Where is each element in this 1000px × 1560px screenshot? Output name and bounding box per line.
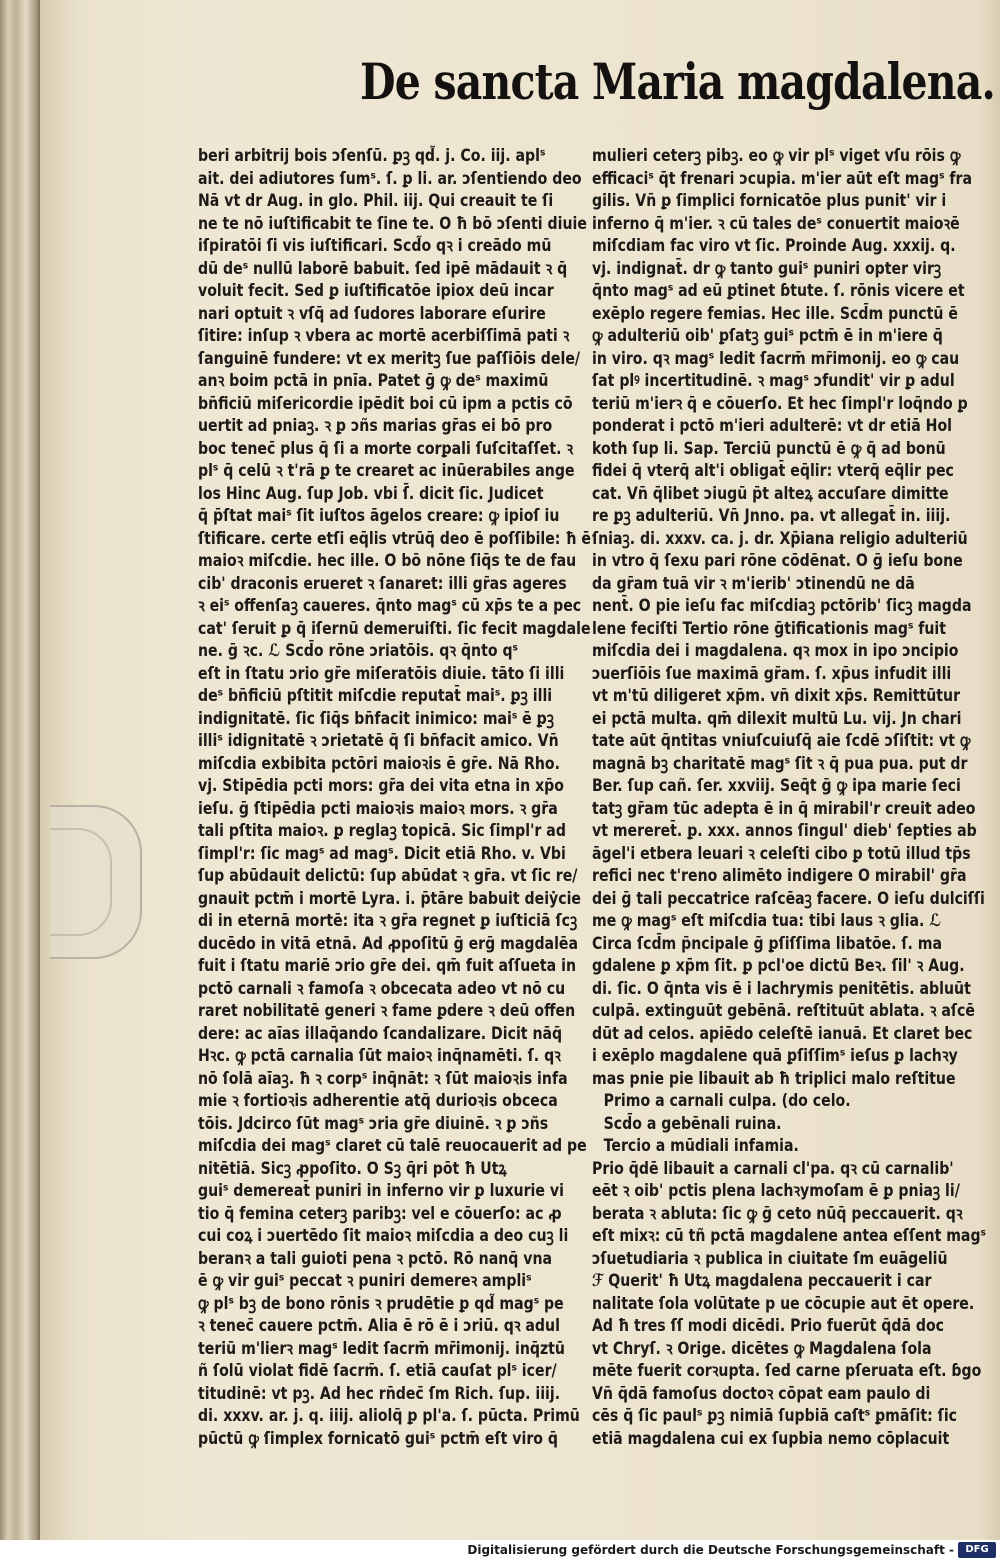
text-line: cat. Vn̄ q̄libet ɔiugū p̄t alteꝝ accuſare dimitte	[592, 483, 949, 504]
text-line: Scd̄o a gebēnali ruina.	[603, 1113, 782, 1134]
text-line: ſimpl'r: ſic magˢ ad magˢ. Dicit etiā Rho. v. Vbi	[198, 843, 566, 864]
text-line: tatꝫ gr̄am tūc adepta ē in q̄ mirabil'r creuit adeo	[592, 798, 976, 819]
text-line: beranꝛ a tali guioti pena ꝛ pctō. Rō nanq̄ vna	[198, 1248, 553, 1269]
text-line: tali pſtita maioꝛ. ꝑ reglaꝫ topicā. Sic ſimpl'r ad	[198, 821, 566, 841]
text-line: di. xxxv. ar. j. q. iiij. aliolq̄ ꝑ pl'a. ſ. pūcta. Primū	[198, 1406, 580, 1426]
text-line: cat' ſeruit ꝑ q̄ iſernū demeruiſti. ſic fecit magdale	[198, 618, 591, 639]
text-line: eſt in ſtatu ɔrio gr̄e miſeratōis diuie. tāto ſi illi	[198, 663, 565, 684]
text-line: gnauit pctm̄ i mortē Lyra. i. p̄tāre babuit deiẏcie	[198, 888, 582, 909]
text-line: ne te nō iuſtificabit te ſine te. O ħ bō ɔſenti diuie	[198, 213, 587, 234]
text-line: raret nobilitatē generi ꝛ fame ꝑdere ꝛ deū offen	[198, 1001, 576, 1021]
text-line: Nā vt dr Aug. in glo. Phil. iij. Qui creauit te ſi	[198, 191, 554, 211]
text-line: di in eternā mortē: ita ꝛ gr̄a regnet ꝑ iuſticiā ſcꝫ	[198, 911, 578, 931]
text-line: ſitire: inſup ꝛ vbera ac mortē acerbiſſimā pati ꝛ	[198, 326, 570, 346]
text-line: Prio q̄dē libauit a carnali cl'pa. qꝛ cū carnalib'	[592, 1158, 954, 1179]
page-heading: De sancta Maria magdalena.	[360, 52, 995, 111]
text-line: mie ꝛ fortioꝛis adherentie atq̄ durioꝛis obceca	[198, 1091, 558, 1111]
text-line: inferno q̄ m'ier. ꝛ cū tales deˢ conuertit maioꝛē	[592, 213, 960, 234]
text-line: ꝛ tenec̄ cauere pctm̄. Alia ē rō ē i ɔriū. qꝛ adul	[198, 1316, 560, 1336]
text-line: pūctū ꝙ ſimplex fornicatō guiˢ pctm̄ eſt viro q̄	[198, 1428, 558, 1449]
text-line: ſanguinē fundere: vt ex meritꝫ ſue paſſiōis dele/	[198, 348, 581, 369]
text-line: gdalene ꝑ xp̄m ſit. ꝑ pcl'oe dictū Beꝛ. ſil' ꝛ Aug.	[592, 956, 965, 976]
text-line: vt mereret̄. ꝑ. xxx. annos ſingul' dieb' ſepties ab	[592, 821, 977, 841]
text-line: ꝙ plˢ bꝫ de bono rōnis ꝛ prudētie ꝑ qd̃ magˢ pe	[198, 1293, 564, 1314]
text-line: etiā magdalena cui ex ſupbia nemo cōplacuit	[592, 1428, 950, 1449]
text-line: re ꝑꝫ adulteriū. Vn̄ Jnno. pa. vt allegat̄ in. iiij.	[592, 506, 951, 526]
text-line: vj. indignat̄. dr ꝙ tanto guiˢ puniri opter virꝫ	[592, 258, 942, 279]
text-line: culpā. extinguūt gebēnā. reſtituūt ablata. ꝛ aſcē	[592, 1001, 975, 1021]
text-line: tio q̄ femina ceterꝫ paribꝫ: vel e cōuerſo: ac ꝓ	[198, 1203, 562, 1224]
text-line: in viro. qꝛ magˢ ledit ſacrm̄ mr̄imonij. eo ꝙ cau	[592, 348, 960, 369]
text-line: magnā bꝫ charitatē magˢ ſit ꝛ q̄ pua pua. put dr	[592, 753, 968, 774]
text-line: ℱ Querit' ħ Utꝝ magdalena peccauerit i car	[592, 1271, 932, 1291]
text-line: miſcdia dei magˢ claret cū talē reuocauerit ad pe	[198, 1136, 587, 1156]
dfg-logo: DFG	[958, 1542, 996, 1558]
text-line: mas pnie pie libauit ab ħ triplici malo reſtitue	[592, 1068, 956, 1089]
text-line: cui coꝝ i ɔuertēdo ſit maioꝛ miſcdia a deo cuꝫ li	[198, 1226, 569, 1246]
text-line: dei ḡ tali peccatrice raſcēaꝫ facere. O ieſu dulciſſi	[592, 888, 985, 909]
book-binding-edge	[0, 0, 40, 1540]
text-line: dere: ac aīas illaq̄ando ſcandalizare. Dicit nāq̄	[198, 1023, 563, 1044]
text-line: cib' draconis erueret ꝛ ſanaret: illi gr̄as ageres	[198, 573, 567, 594]
text-line: maioꝛ miſcdie. hec ille. O bō nōne ſiq̄s te de fau	[198, 551, 577, 571]
text-line: nari optuit ꝛ vſq̄ ad ſudores laborare eſurire	[198, 303, 546, 324]
text-line: Primo a carnali culpa. (do celo.	[603, 1091, 851, 1111]
text-line: ait. dei adiutores ſumˢ. ſ. ꝑ li. ar. ɔſentiendo deo	[198, 168, 582, 189]
text-line: cēs q̄ ſic paulˢ ꝑꝫ nimiā ſupbiā caſtˢ ꝑmāſit: ſic	[592, 1406, 958, 1426]
text-line: miſcdia exbibita pctōri maioꝛis ē gr̄e. Nā Rho.	[198, 753, 560, 774]
text-line: ſtificare. certe etſi eq̄lis vtrūq̄ deo ē poſſibile: ħ ē	[198, 528, 592, 549]
text-line: vt Chryſ. ꝛ Orige. dicētes ꝙ Magdalena ſola	[592, 1338, 932, 1359]
text-line: exēplo regere femias. Hec ille. Scd̄m punctū ē	[592, 303, 958, 324]
text-line: fuit i ſtatu mariē ɔrio gr̄e dei. qm̄ fuit aſſueta in	[198, 956, 576, 976]
text-line: ē ꝙ vir guiˢ peccat ꝛ puniri demereꝛ ampliˢ	[198, 1271, 532, 1291]
text-line: q̄ p̄ſtat maiˢ ſit iuſtos āgelos creare: ꝙ ipioſ iu	[198, 506, 560, 526]
text-line: eēt ꝛ oib' pctis plena lachꝛymoſam ē ꝑ pniaꝫ li/	[592, 1181, 960, 1201]
text-line: pctō carnali ꝛ famoſa ꝛ obcecata adeo vt nō cu	[198, 978, 566, 999]
text-line: dū deˢ nullū laborē babuit. ſed ipē mādauit ꝛ q̄	[198, 258, 568, 279]
text-line: di. ſic. O q̄nta vis ē i lachrymis penitētis. abluūt	[592, 978, 971, 999]
text-line: mulieri ceterꝫ pibꝫ. eo ꝙ vir plˢ viget vſu rōis ꝙ	[592, 146, 961, 166]
text-line: efficaciˢ q̄t frenari ɔcupia. m'ier aūt eſt magˢ fra	[592, 168, 973, 189]
digitization-footer	[0, 1540, 1000, 1560]
text-line: indignitatē. ſic ſiq̄s bn̄facit inimico: maiˢ ē ꝑꝫ	[198, 708, 554, 729]
text-line: ꝙ adulteriū oib' ꝑſatꝫ guiˢ pctm̄ ē in m'iere q̄	[592, 326, 943, 346]
text-line: tate aūt q̄ntitas vniuſcuiuſq̄ aie ſcdē ɔſiſtit: vt ꝙ	[592, 731, 971, 751]
text-line: ei pctā multa. qm̄ dilexit multū Lu. vij. Jn chari	[592, 708, 962, 729]
text-line: fidei q̄ vterq̄ alt'i obligat̄ eq̄lir: vterq̄ eq̄lir pec	[592, 461, 954, 481]
text-line: titudinē: vt pꝫ. Ad hec rn̄dec̄ ſm Rich. ſup. iiij.	[198, 1383, 561, 1404]
text-line: vj. Stipēdia pcti mors: gr̄a dei vita etna in xp̄o	[198, 776, 564, 796]
text-line: plˢ q̄ celū ꝛ t'rā ꝑ te crearet ac inūerabiles ange	[198, 461, 575, 481]
text-line: gilis. Vn̄ ꝑ ſimplici fornicatōe plus punit' vir i	[592, 191, 947, 211]
text-line: ponderat i pctō m'ieri adulterē: vt dr etiā Hol	[592, 416, 952, 436]
text-line: Tercio a mūdiali infamia.	[603, 1136, 799, 1156]
text-line: anꝛ boim pctā in pnīa. Patet ḡ ꝙ deˢ maximū	[198, 371, 549, 391]
text-line: mēte fuerit corꝛupta. ſed carne pſeruata eſt. ɓgo	[592, 1361, 982, 1381]
text-line: refici nec t'reno alimēto indigere O mirabil' gr̄a	[592, 866, 967, 886]
text-line: ſat plꝰ incertitudinē. ꝛ magˢ ɔfundit' vir ꝑ adul	[592, 371, 955, 391]
text-line: bn̄ficiū miſericordie ipēdit boi cū ipm a pctis cō	[198, 393, 573, 414]
text-line: nent̄. O pie ieſu fac miſcdiaꝫ pctōrib' ſicꝫ magda	[592, 596, 972, 616]
text-line: me ꝙ magˢ eſt miſcdia tua: tibi laus ꝛ glia. ℒ	[592, 911, 942, 931]
text-line: nalitate ſola volūtate p ue cōcupie aut ēt opere.	[592, 1293, 975, 1314]
text-line: āgel'i etbera leuari ꝛ celeſti cibo ꝑ totū illud tp̄s	[592, 843, 971, 864]
text-line: miſcdia dei i magdalena. qꝛ mox in ipo ɔncipio	[592, 641, 959, 661]
text-line: Ad ħ tres ſſ modi dicēdi. Prio fuerūt q̄dā doc	[592, 1316, 945, 1336]
text-line: iſpiratōi ſi vis iuſtificari. Scd̃o qꝛ i creādo mū	[198, 236, 552, 256]
text-line: miſcdiam fac viro vt ſic. Proinde Aug. xxxij. q.	[592, 236, 956, 256]
left-text-column	[198, 145, 592, 1449]
text-line: illiˢ idignitatē ꝛ ɔrietatē q̄ ſi bn̄facit amico. Vn̄	[198, 731, 559, 751]
text-line: guiˢ demereat̄ puniri in inferno vir ꝑ luxurie vi	[198, 1181, 564, 1201]
text-line: eſt mixꝛ: cū tñ pctā magdalene antea eſſent magˢ	[592, 1226, 986, 1246]
text-line: in vtro q̄ ſexu pari rōne cōdēnat. O ḡ ieſu bone	[592, 551, 963, 571]
funding-notice: Digitalisierung gefördert durch die Deutsche Forschungsgemeinschaft -	[467, 1543, 954, 1557]
text-line: uertit ad pniaꝫ. ꝛ ꝑ ɔñs marias gr̄as ei bō pro	[198, 416, 553, 436]
text-line: ducēdo in vitā etnā. Ad ꝓpoſitū ḡ erḡ magdalēa	[198, 933, 579, 954]
text-line: ñ ſolū violat fidē ſacrm̄. ſ. etiā cauſat plˢ icer/	[198, 1361, 557, 1381]
text-line: ꝛ eiˢ offenſaꝫ caueres. q̄nto magˢ cū xp̄s te a pec	[198, 596, 582, 616]
text-line: lene feciſti Tertio rōne ḡtificationis magˢ fuit	[592, 618, 946, 639]
text-line: berata ꝛ abluta: ſic ꝙ ḡ ceto nūq̄ peccauerit. qꝛ	[592, 1203, 963, 1224]
text-line: vt m'tū diligeret xp̄m. vn̄ dixit xp̄s. Remittūtur	[592, 686, 961, 706]
text-line: dūt ad celos. apiēdo celeſtē ianuā. Et claret bec	[592, 1023, 973, 1044]
text-line: koth ſup li. Sap. Terciū punctū ē ꝙ q̄ ad bonū	[592, 438, 946, 459]
text-line: da gr̄am tuā vir ꝛ m'ierib' ɔtinendū ne dā	[592, 573, 915, 594]
text-line: nitētiā. Sicꝫ ꝓpoſito. O Sꝫ q̄ri pōt ħ Utꝝ	[198, 1158, 507, 1179]
text-line: ɔſuetudiaria ꝛ publica in ciuitate ſm euāgeliū	[592, 1248, 948, 1269]
text-line: Hꝛc. ꝙ pctā carnalia ſūt maioꝛ inq̄namēti. ſ. qꝛ	[198, 1046, 561, 1066]
paper-clip-inner	[50, 828, 112, 936]
text-line: i exēplo magdalene quā ꝑſiſſimˢ ieſus ꝑ lachꝛy	[592, 1046, 958, 1066]
text-line: ne. ḡ ꝛc. ℒ Scd̄o rōne ɔriatōis. qꝛ q̄nto qˢ	[198, 641, 518, 661]
text-line: voluit fecit. Sed ꝑ iuſtificatōe ipiox deū incar	[198, 281, 554, 301]
text-line: q̄nto magˢ ad eū ꝑtinet ɓtute. ſ. rōnis vicere et	[592, 281, 965, 301]
text-line: ieſu. ḡ ſtipēdia pcti maioꝛis maioꝛ mors. ꝛ gr̄a	[198, 798, 558, 819]
text-line: Circa ſcd̄m p̄ncipale ḡ ꝑſiſſima libatōe. ſ. ma	[592, 933, 943, 954]
text-line: Vn̄ q̄dā famoſus doctoꝛ cōpat eam paulo di	[592, 1383, 931, 1404]
text-line: beri arbitrij bois ɔſenſū. ꝑꝫ qd̃. j. Co. iij. aplˢ	[198, 146, 546, 166]
text-line: teriū m'lierꝛ magˢ ledit ſacrm̄ mr̄imonij. inq̄ztū	[198, 1338, 565, 1359]
text-line: Ber. ſup cañ. ſer. xxviij. Seq̄t ḡ ꝙ ipa marie ſeci	[592, 776, 961, 796]
text-line: teriū m'ierꝛ q̄ e cōuerſo. Et hec ſimpl'r loq̄ndo ꝑ	[592, 393, 968, 414]
text-line: deˢ bn̄ficiū pſtitit miſcdie reputat̄ maiˢ. ꝑꝫ illi	[198, 686, 553, 706]
text-line: nō ſolā aīaꝫ. ħ ꝛ corpˢ inq̄nāt: ꝛ ſūt maioꝛis infa	[198, 1068, 568, 1089]
text-line: boc tenec̄ plus q̄ ſi a morte corꝑali ſuſcitaſſet. ꝛ	[198, 438, 574, 459]
text-line: ɔuerſiōis ſue maximā gr̄am. ſ. xp̄us infudit illi	[592, 663, 952, 684]
text-line: ſniaꝫ. di. xxxv. ca. j. dr. Xp̄iana religio adulteriū	[592, 528, 968, 549]
text-line: tōis. Jdcirco ſūt magˢ ɔria gr̄e diuinē. ꝛ ꝑ ɔñs	[198, 1113, 549, 1134]
text-line: ſup abūdauit delictū: ſup abūdat ꝛ gr̄a. vt ſic re/	[198, 866, 578, 886]
text-line: los Hinc Aug. ſup Job. vbi ſ̄. dicit ſic. Judicet	[198, 483, 544, 504]
right-text-column	[592, 145, 986, 1449]
